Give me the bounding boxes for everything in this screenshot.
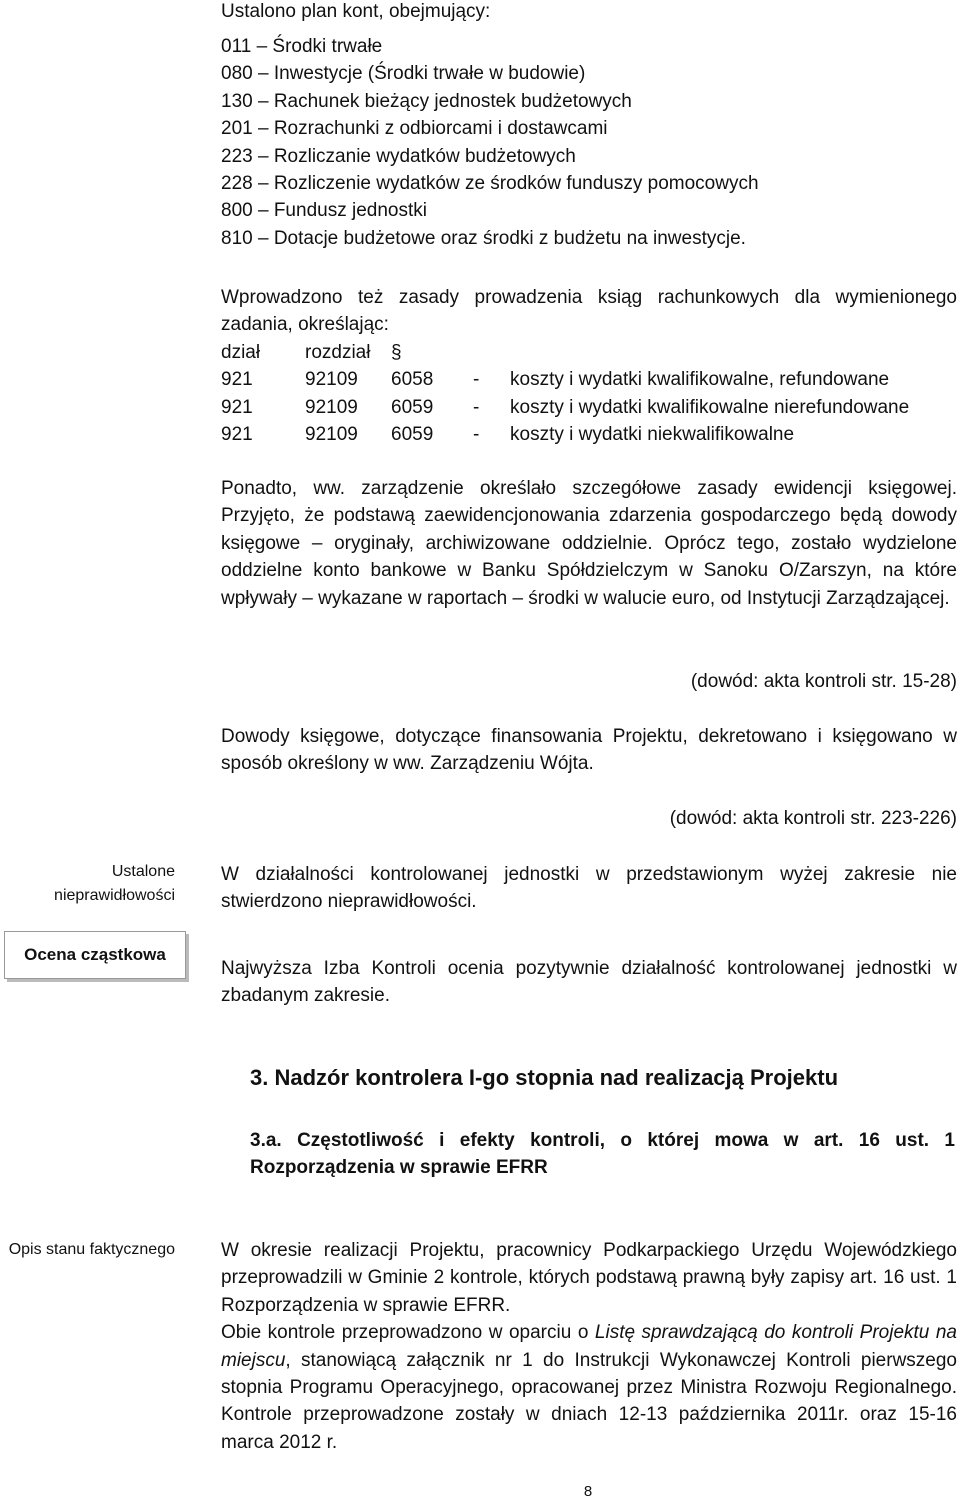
account-item: 810 – Dotacje budżetowe oraz środki z budżetu na inwestycje. bbox=[221, 227, 746, 249]
table-row bbox=[221, 394, 957, 421]
table-row bbox=[221, 421, 957, 448]
paragraph-ponadto: Ponadto, ww. zarządzenie określało szczegółowe zasady ewidencji księgowej. Przyjęto, że podstawą zaewidencjonowania zdarzenia gospodarczego będą dowody księgowe – oryginały, archiwizowane oddzielnie. Oprócz tego, zostało wydzielone oddzielne konto bankowe w Banku Spółdzielczym w Sanoku O/Zarszyn, na które wpływały – wykazane w raportach – środki w walucie euro, od Instytucji Zarządzającej. bbox=[221, 478, 957, 609]
cell-dzial: 921 bbox=[221, 396, 253, 418]
irregularities-text: W działalności kontrolowanej jednostki w przedstawionym wyżej zakresie nie stwierdzono nieprawidłowości. bbox=[221, 864, 957, 913]
assessment-text: Najwyższa Izba Kontroli ocenia pozytywnie działalność kontrolowanej jednostki w zbadanym zakresie. bbox=[221, 958, 957, 1007]
cell-dash: - bbox=[473, 369, 480, 391]
proof-reference: (dowód: akta kontroli str. 223-226) bbox=[669, 808, 957, 829]
subsection-heading: 3.a. Częstotliwość i efekty kontroli, o której mowa w art. 16 ust. 1 Rozporządzenia w sprawie EFRR bbox=[250, 1130, 955, 1179]
facts-paragraph-start: Obie kontrole przeprowadzono w oparciu o bbox=[221, 1322, 595, 1344]
cell-opis: koszty i wydatki kwalifikowalne nierefundowane bbox=[510, 396, 910, 418]
account-item: 011 – Środki trwałe bbox=[221, 36, 383, 57]
facts-paragraph: W okresie realizacji Projektu, pracownicy Podkarpackiego Urzędu Wojewódzkiego przeprowadzili w Gminie 2 kontrole, których podstawą prawną były zapisy art. 16 ust. 1 Rozporządzenia w sprawie EFRR. bbox=[221, 1240, 957, 1316]
cell-rozdzial: 92109 bbox=[305, 369, 358, 391]
account-item: 130 – Rachunek bieżący jednostek budżetowych bbox=[221, 90, 632, 112]
accounts-list bbox=[221, 33, 957, 252]
rules-intro: Wprowadzono też zasady prowadzenia ksiąg rachunkowych dla wymienionego zadania, określając: bbox=[221, 287, 957, 336]
paragraph-dowody: Dowody księgowe, dotyczące finansowania Projektu, dekretowano i księgowano w sposób określony w ww. Zarządzeniu Wójta. bbox=[221, 726, 957, 775]
header-dzial: dział bbox=[221, 342, 261, 363]
cell-rozdzial: 92109 bbox=[305, 424, 358, 446]
irregularities-label: Ustalone nieprawidłowości bbox=[54, 863, 175, 904]
cell-opis: koszty i wydatki niekwalifikowalne bbox=[510, 424, 795, 446]
cell-dzial: 921 bbox=[221, 424, 253, 446]
account-item: 800 – Fundusz jednostki bbox=[221, 200, 427, 222]
assessment-label: Ocena cząstkowa bbox=[4, 931, 186, 979]
proof-reference: (dowód: akta kontroli str. 15-28) bbox=[690, 671, 957, 692]
cell-dash: - bbox=[473, 396, 480, 418]
cell-opis: koszty i wydatki kwalifikowalne, refundowane bbox=[510, 369, 890, 391]
page-number: 8 bbox=[583, 1483, 593, 1500]
cell-paragraf: 6059 bbox=[391, 424, 434, 446]
account-item: 223 – Rozliczanie wydatków budżetowych bbox=[221, 145, 576, 167]
table-row bbox=[221, 366, 957, 393]
cell-paragraf: 6059 bbox=[391, 396, 434, 418]
checklist-title: Listę sprawdzającą do kontroli Projektu na miejscu bbox=[221, 1322, 958, 1371]
account-item: 080 – Inwestycje (Środki trwałe w budowie) bbox=[221, 63, 586, 85]
account-item: 201 – Rozrachunki z odbiorcami i dostawcami bbox=[221, 118, 608, 140]
facts-paragraph-end: , stanowiącą załącznik nr 1 do Instrukcji Wykonawczej Kontroli pierwszego stopnia Programu Operacyjnego, opracowanej przez Ministra Rozwoju Regionalnego. Kontrole przeprowadzone zostały w dniach 12-13 października 2011r. oraz 15-16 marca 2012 r. bbox=[221, 1349, 957, 1453]
cell-rozdzial: 92109 bbox=[305, 396, 358, 418]
header-rozdzial: rozdział bbox=[305, 342, 371, 363]
intro-text: Ustalono plan kont, obejmujący: bbox=[221, 1, 491, 22]
facts-text bbox=[221, 1237, 957, 1456]
cell-dzial: 921 bbox=[221, 369, 253, 391]
section-heading: 3. Nadzór kontrolera I-go stopnia nad realizacją Projektu bbox=[250, 1065, 839, 1090]
classification-table bbox=[221, 339, 957, 449]
cell-paragraf: 6058 bbox=[391, 369, 434, 391]
account-item: 228 – Rozliczenie wydatków ze środków funduszy pomocowych bbox=[221, 173, 759, 195]
table-header bbox=[221, 339, 957, 366]
header-paragraf: § bbox=[391, 342, 402, 363]
facts-label: Opis stanu faktycznego bbox=[8, 1241, 175, 1258]
cell-dash: - bbox=[473, 424, 480, 446]
